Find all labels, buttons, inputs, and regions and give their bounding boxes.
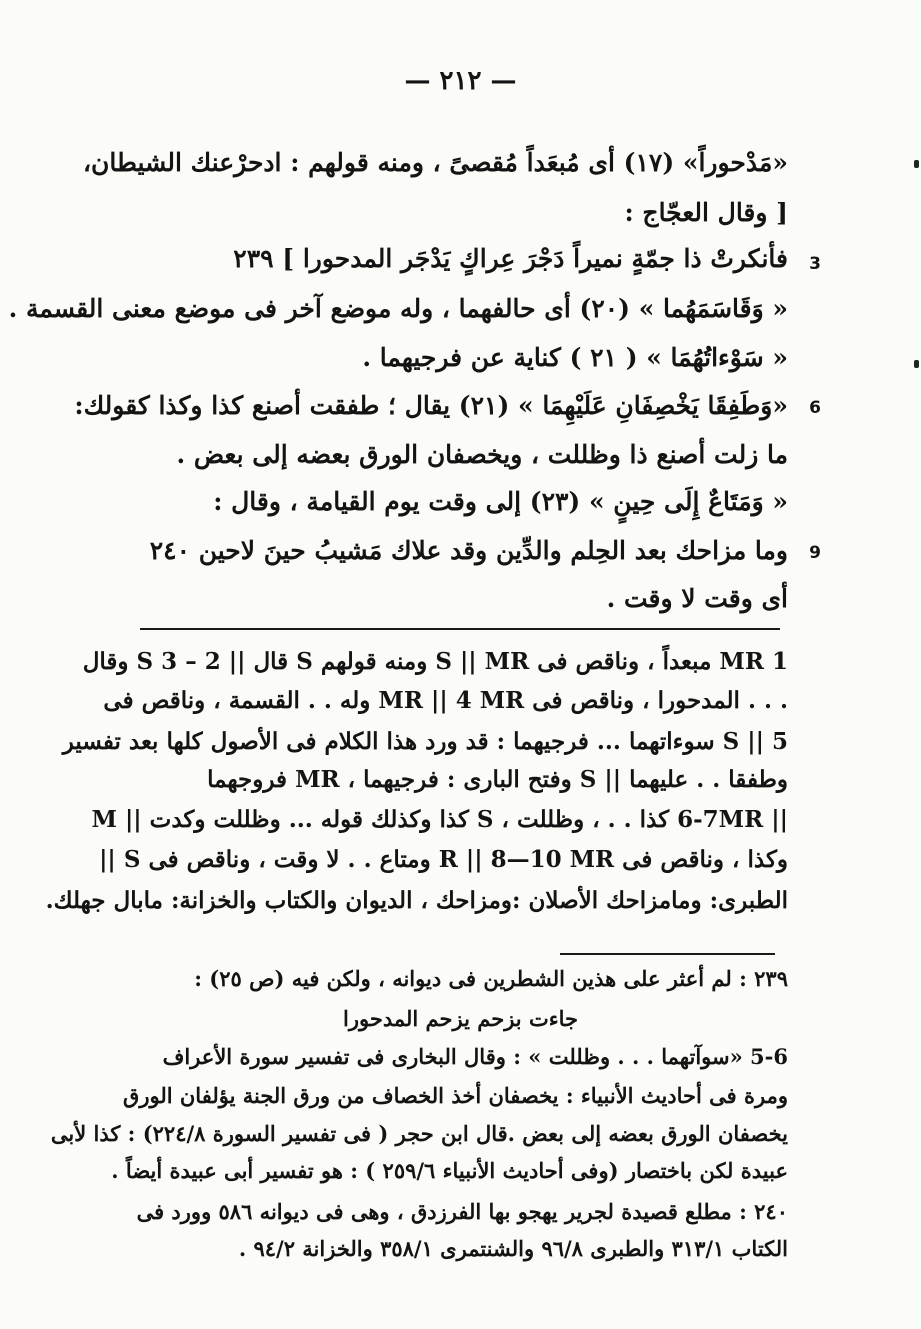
main-line-3: فأنكرتْ ذا جمّةٍ نميراً دَجْرَ عِراكٍ يَدْجَر المدحورا ] ٢٣٩ [233,244,788,273]
main-line-8: « وَمَتَاعٌ إِلَى حِينٍ » (٢٣) إلى وقت يوم القيامة ، وقال : [213,487,788,516]
main-line-10: أى وقت لا وقت . [606,584,788,613]
main-line-5: « سَوْءاتُهُمَا » ( ٢١ ) كناية عن فرجيهما . [362,343,788,372]
note-line-7: ٢٤٠ : مطلع قصيدة لجرير يهجو بها الفرزدق ، وهى فى ديوانه ٥٨٦ وورد فى [136,1199,788,1224]
main-line-9: وما مزاحك بعد الحِلم والدِّين وقد علاك مَشيبُ حينَ لاحين ٢٤٠ [149,536,788,565]
main-line-7: ما زلت أصنع ذا وظللت ، ويخصفان الورق بعضه إلى بعض . [176,440,788,469]
note-verse: جاءت بزحم يزحم المدحورا [343,1006,578,1031]
apparatus-line-5: || 6-7MR كذا . . ، وظللت ، S كذا وكذلك قوله ... وظللت وكدت || M [91,806,788,833]
note-line-5: يخصفان الورق بعضه إلى بعض .قال ابن حجر ( فى تفسير السورة ٢٢٤/٨) : كذا لأبى [50,1121,788,1146]
line-number-6: 6 [809,398,821,418]
apparatus-line-7: الطبرى: ومامزاحك الأصلان :ومزاحك ، الديوان والكتاب والخزانة: مابال جهلك. [45,887,788,914]
line-number-9: 9 [809,543,821,563]
page-number: — ٢١٢ — [404,66,517,96]
apparatus-line-6: وكذا ، وناقص فى R || 8—10 MR ومتاع . . لا وقت ، وناقص فى S || [99,846,788,873]
note-line-1: ٢٣٩ : لم أعثر على هذين الشطرين فى ديوانه ، ولكن فيه (ص ٢٥) : [194,966,788,991]
note-line-8: الكتاب ٣١٣/١ والطبرى ٩٦/٨ والشنتمرى ٣٥٨/١ والخزانة ٩٤/٢ . [238,1236,788,1261]
main-line-2: [ وقال العجّاج : [624,198,788,227]
note-line-6: عبيدة لكن باختصار (وفى أحاديث الأنبياء ٢٥٩/٦ ) : هو تفسير أبى عبيدة أيضاً . [111,1158,788,1183]
main-line-4: « وَقَاسَمَهُما » (٢٠) أى حالفهما ، وله موضع آخر فى موضع معنى القسمة . [8,294,788,323]
apparatus-line-3: S || 5 سوءاتهما ... فرجيهما : قد ورد هذا الكلام فى الأصول كلها بعد تفسير [62,728,788,755]
margin-mark [914,360,919,368]
line-number-3: 3 [809,254,821,274]
apparatus-divider [140,628,780,630]
margin-mark [914,160,919,168]
main-line-1: «مَدْحوراً» (١٧) أى مُبعَداً مُقصىً ، ومنه قولهم : ادحرْعنك الشيطان، [82,148,788,177]
notes-divider [560,953,775,955]
apparatus-line-2: . . . المدحورا ، وناقص فى MR || 4 MR وله . . القسمة ، وناقص فى [103,687,788,714]
note-line-3: 5-6 «سوآتهما . . . وظللت » : وقال البخارى فى تفسير سورة الأعراف [162,1044,788,1069]
note-line-4: ومرة فى أحاديث الأنبياء : يخصفان أخذ الخصاف من ورق الجنة يؤلفان الورق [123,1083,788,1108]
apparatus-line-4: وطفقا . . عليهما || S وفتح البارى : فرجيهما ، MR فروجهما [207,766,788,793]
apparatus-line-1: MR 1 مبعداً ، وناقص فى S || MR ومنه قولهم S قال || 2 – 3 S وقال [82,648,788,675]
main-line-6: «وَطَفِقَا يَخْصِفَانِ عَلَيْهِمَا » (٢١) يقال ؛ طفقت أصنع كذا وكذا كقولك: [74,391,788,420]
